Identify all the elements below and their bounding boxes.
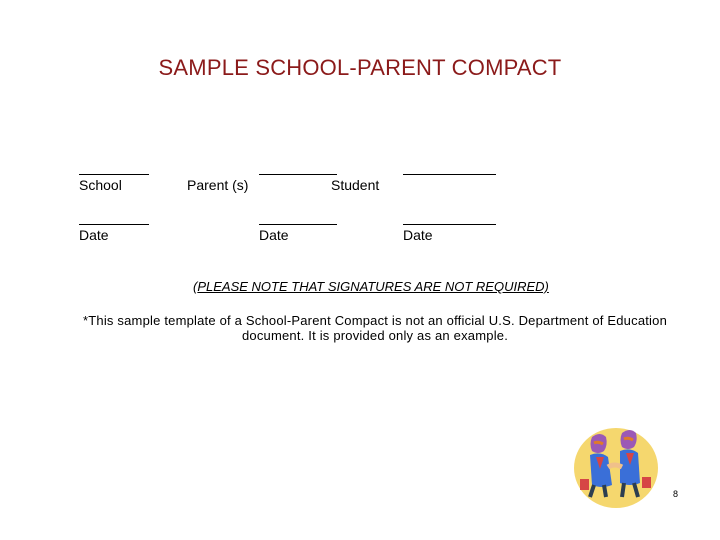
student-label: Student [331, 177, 380, 193]
signature-note [193, 279, 549, 294]
two-people-shaking-hands-icon [570, 415, 665, 510]
parents-date-label: Date [259, 227, 289, 243]
note-open-paren: ( [193, 279, 198, 294]
school-date-line [79, 224, 149, 225]
school-signature-line [79, 174, 149, 175]
school-label: School [79, 177, 122, 193]
parents-label: Parent (s) [187, 177, 249, 193]
parents-signature-line [259, 174, 337, 175]
disclaimer-text: *This sample template of a School-Parent Compact is not an official U.S. Department of Education document. It is provided only as an example. [82, 313, 668, 343]
page-title: SAMPLE SCHOOL-PARENT COMPACT [158, 55, 562, 80]
student-date-label: Date [403, 227, 433, 243]
student-signature-line [403, 174, 496, 175]
page-number: 8 [673, 489, 679, 499]
parents-date-line [259, 224, 337, 225]
school-date-label: Date [79, 227, 109, 243]
note-text: PLEASE NOTE THAT SIGNATURES ARE NOT REQUIRED) [197, 279, 549, 294]
student-date-line [403, 224, 496, 225]
